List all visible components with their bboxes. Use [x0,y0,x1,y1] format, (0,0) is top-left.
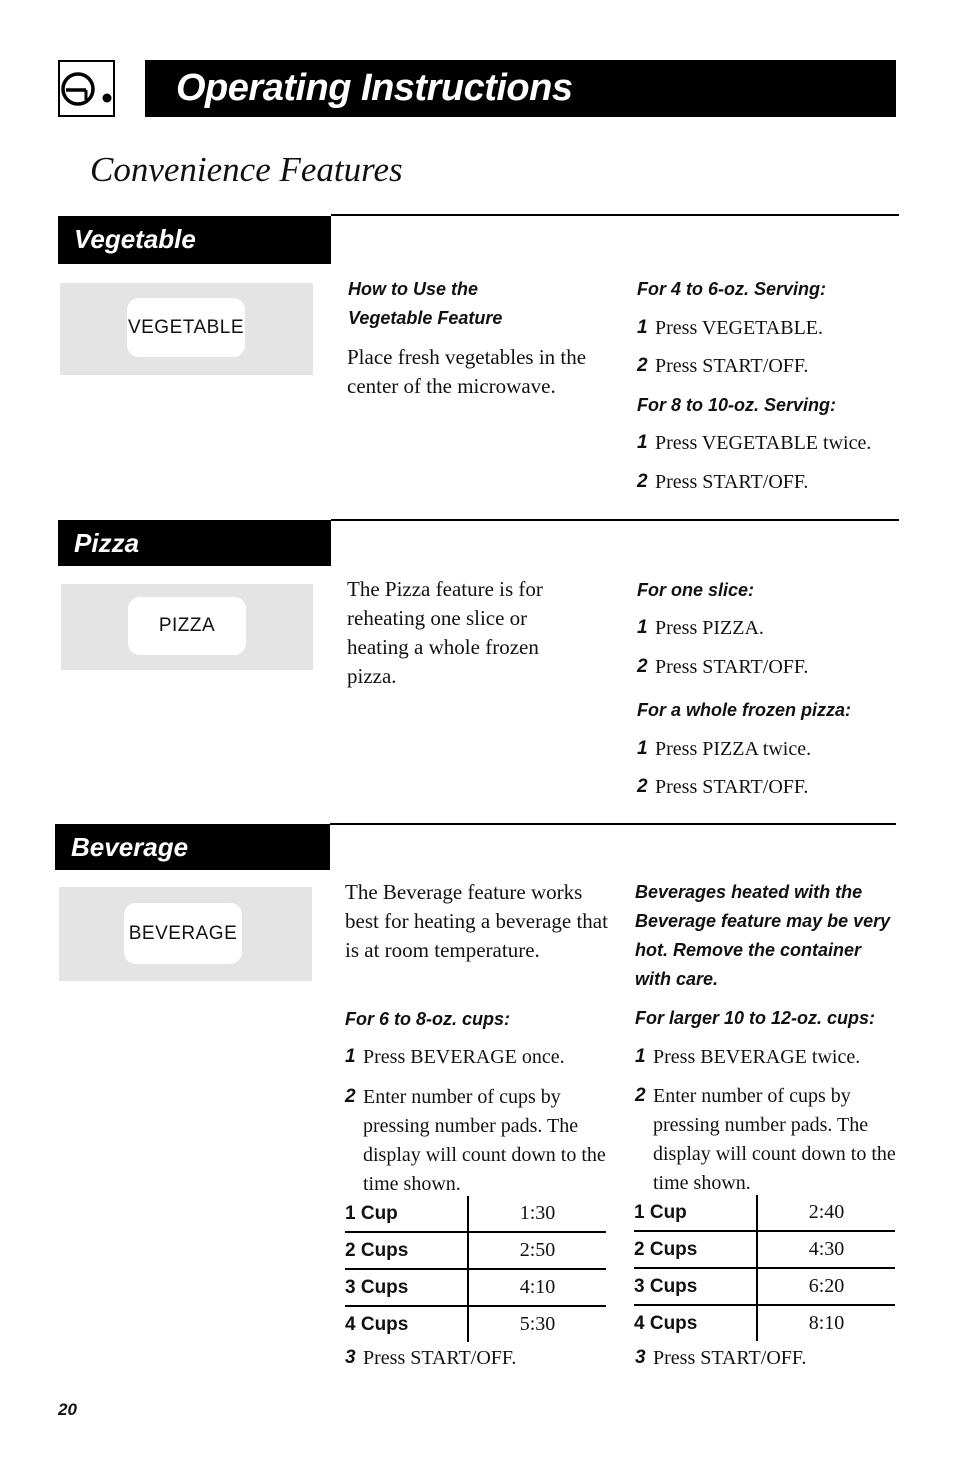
step-number: 1 [637,317,648,338]
step [635,1344,806,1372]
cups-cell: 3 Cups [345,1269,468,1306]
table-row [345,1196,606,1232]
cups-cell: 3 Cups [634,1268,757,1305]
time-cell: 1:30 [468,1196,606,1232]
step [637,653,808,681]
table-row [634,1268,895,1305]
how-to-heading [348,275,502,333]
serving-heading: For one slice: [637,580,755,600]
step-text: Press BEVERAGE twice. [653,1046,861,1068]
step-number: 1 [637,738,648,759]
serving-heading: For 8 to 10-oz. Serving: [637,395,837,415]
time-table [634,1195,895,1341]
step-text: Press PIZZA twice. [655,738,812,760]
table-row [634,1305,895,1341]
time-cell: 4:10 [468,1269,606,1306]
time-table [345,1196,606,1342]
step-text: Press START/OFF. [655,355,809,377]
cups-cell: 1 Cup [634,1195,757,1231]
key-panel [60,283,313,375]
step-text: Press START/OFF. [655,656,809,678]
section-rule [330,823,896,825]
time-cell: 4:30 [757,1231,895,1268]
table-row [345,1232,606,1269]
heading-line: Vegetable Feature [348,308,503,328]
pizza-description: The Pizza feature is for reheating one slice or heating a whole frozen pizza. [347,577,543,688]
step-number: 3 [345,1347,356,1368]
table-row [345,1269,606,1306]
section-rule [331,519,899,521]
step-text: Press VEGETABLE. [655,317,824,339]
time-cell: 2:40 [757,1195,895,1231]
vegetable-description: Place fresh vegetables in the center of the microwave. [347,345,587,398]
section-title-vegetable: Vegetable [58,216,331,264]
step-text: Press START/OFF. [363,1347,517,1369]
step [345,1083,610,1199]
beverage-key[interactable]: BEVERAGE [124,903,242,964]
cups-cell: 4 Cups [345,1306,468,1342]
step [637,773,808,801]
step [637,468,808,496]
step-text: Press VEGETABLE twice. [655,432,872,454]
step-text: Enter number of cups by pressing number pads. The display will count down to the time shown. [653,1085,896,1194]
step [637,352,808,380]
heading-line: How to Use the [348,279,479,299]
section-title-beverage: Beverage [55,824,330,870]
section-title-pizza: Pizza [58,520,331,566]
page-number: 20 [58,1400,77,1419]
cups-heading: For larger 10 to 12-oz. cups: [635,1008,876,1028]
time-cell: 5:30 [519,1313,556,1335]
section-rule [331,214,899,216]
cups-heading: For 6 to 8-oz. cups: [345,1009,511,1029]
step-text: Press START/OFF. [655,776,809,798]
step-text: Press PIZZA. [655,617,764,639]
step-number: 1 [345,1046,356,1067]
vegetable-key[interactable]: VEGETABLE [127,298,245,357]
step-text: Press START/OFF. [653,1347,807,1369]
beverage-description: The Beverage feature works best for heating a beverage that is at room temperature. [345,880,608,962]
microwave-dial-icon [58,60,115,117]
step-number: 3 [635,1347,646,1368]
time-cell: 6:20 [757,1268,895,1305]
cups-cell: 2 Cups [345,1232,468,1269]
table-row [634,1231,895,1268]
pizza-key[interactable]: PIZZA [128,597,246,655]
step-number: 2 [637,355,648,376]
step [637,314,823,342]
step [637,614,764,642]
page-subtitle: Convenience Features [90,150,403,189]
step-number: 1 [635,1046,646,1067]
time-cell: 8:10 [808,1312,845,1334]
table-row [345,1306,606,1342]
step-text: Press START/OFF. [655,471,809,493]
step [345,1344,516,1372]
step-number: 2 [637,471,648,492]
serving-heading: For 4 to 6-oz. Serving: [637,279,827,299]
serving-heading: For a whole frozen pizza: [637,700,852,720]
step-number: 1 [637,432,648,453]
step-number: 2 [345,1086,356,1107]
table-row [634,1195,895,1231]
step [635,1043,860,1071]
page-title: Operating Instructions [176,67,573,109]
key-panel [59,887,312,981]
step-number: 1 [637,617,648,638]
step [637,735,811,763]
step-number: 2 [637,776,648,797]
cups-cell: 4 Cups [634,1305,757,1341]
step-text: Press BEVERAGE once. [363,1046,565,1068]
cups-cell: 2 Cups [634,1231,757,1268]
step-number: 2 [635,1085,646,1106]
step [345,1043,565,1071]
cups-cell: 1 Cup [345,1196,468,1232]
step-text: Enter number of cups by pressing number pads. The display will count down to the time shown. [363,1086,606,1195]
beverage-warning: Beverages heated with the Beverage feature may be very hot. Remove the container with care. [635,882,891,989]
key-panel [61,584,313,670]
step [635,1082,900,1198]
step-number: 2 [637,656,648,677]
time-cell: 2:50 [468,1232,606,1269]
step [637,429,871,457]
